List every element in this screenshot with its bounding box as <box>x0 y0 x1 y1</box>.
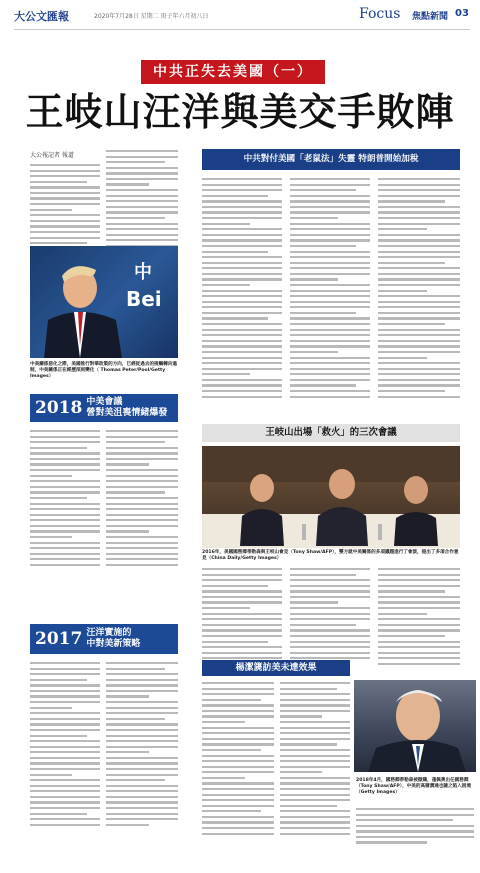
box-2018-title-1: 中美會議 <box>86 397 123 407</box>
wang-article-text-c <box>378 568 460 676</box>
article-2018-text-b <box>106 430 178 574</box>
top-article-text-a <box>202 178 282 416</box>
issue-date: 2020年7月28日 星期二 庚子年六月初八日 <box>94 13 209 20</box>
trump-photo-illustration <box>30 246 178 358</box>
page-headline: 王岐山汪洋與美交手敗陣 <box>25 89 455 134</box>
section-header-top: 中共對付美國「老鼠法」失靈 特朗普開始加稅 <box>202 149 460 170</box>
svg-text:中: 中 <box>134 262 152 283</box>
left-article-text-a <box>30 150 100 242</box>
year-2017: 2017 <box>35 629 83 649</box>
article-2017-text-b <box>106 662 178 840</box>
newspaper-logo: 大公文匯報 <box>14 10 69 23</box>
box-2017-title-2: 中對美新策略 <box>86 639 141 649</box>
byline: 大公報記者 報道 <box>30 152 74 159</box>
tillerson-photo-illustration <box>354 680 476 772</box>
tillerson-photo <box>354 680 476 772</box>
box-2018-title-2: 營對美沮喪情緒爆發 <box>86 408 168 418</box>
year-2018-box <box>30 394 178 422</box>
top-article-text-c <box>378 178 460 416</box>
wang-photo-caption: 2016年，美國國務卿蒂勒森與王岐山會見（Tony Shaw/AFP），雙方就中美關係的多項議題進行了會談，提出了多項合作意見（China Daily/Getty Images） <box>202 550 459 561</box>
section-header-yang: 楊潔篪訪美未達效果 <box>202 660 350 676</box>
yang-article-text-c <box>356 808 474 848</box>
left-article-text-b <box>106 150 178 242</box>
year-2018: 2018 <box>35 398 83 418</box>
wang-qishan-meeting-photo <box>202 446 460 548</box>
meeting-photo-illustration <box>202 446 460 548</box>
article-2017-text-a <box>30 662 100 840</box>
series-banner: 中共正失去美國（一） <box>141 60 325 84</box>
year-2017-box <box>30 624 178 654</box>
trump-photo <box>30 246 178 358</box>
masthead <box>14 6 470 30</box>
yang-article-text-b <box>280 682 350 846</box>
box-2017-title-1: 汪洋實施的 <box>86 628 132 638</box>
article-2018-text-a <box>30 430 100 574</box>
top-article-text-b <box>290 178 370 416</box>
page-number: 03 <box>455 8 469 19</box>
svg-text:Bei: Bei <box>126 287 162 311</box>
focus-label: Focus <box>359 6 401 22</box>
section-header-wang: 王岐山出場「救火」的三次會議 <box>202 424 460 442</box>
section-name: 焦點新聞 <box>412 12 449 22</box>
yang-photo-caption: 2018年4月，國務卿蒂勒森被撤職，蓬佩奧出任國務卿（Tony Shaw/AFP），中美的高層溝通也隨之陷入困境（Getty Images） <box>356 778 471 795</box>
yang-article-text-a <box>202 682 274 846</box>
trump-photo-caption: 中美關係惡化之際，美國推行對華政策的方向，已經從過去的接觸轉向遏制，中美關係正在經歷深刻變化（ Thomas Peter/Pool/Getty Images） <box>30 362 178 379</box>
